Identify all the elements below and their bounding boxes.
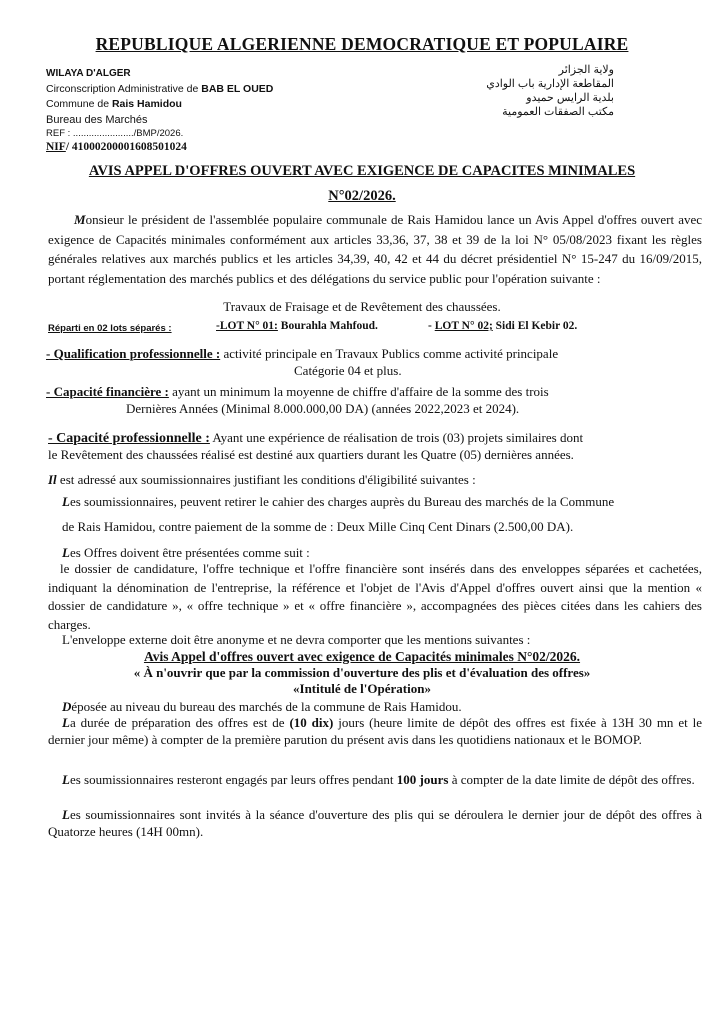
offers-line: Les Offres doivent être présentées comme suit : (62, 545, 310, 560)
operation-title: Travaux de Fraisage et de Revêtement des chaussées. (223, 299, 501, 314)
ref-line: REF : ......................./BMP/2026. (46, 128, 184, 139)
deposit-line: Déposée au niveau du bureau des marchés de la commune de Rais Hamidou. (62, 699, 462, 714)
commune-value: Rais Hamidou (111, 98, 182, 110)
arabic-line: المقاطعة الإدارية باب الوادي (486, 78, 614, 90)
offers-detail: le dossier de candidature, l'offre technique et l'offre financière sont insérés dans des enveloppes séparées et cachetées, indiquant la dénomination de l'entreprise, la référence et l'objet de l'Avis d'Appel d'offres ouvert ainsi que la mention « dossier de candidature », « offre technique » et « offre financière », accompagnées des pièces citées dans les cahiers des charges. (48, 561, 702, 632)
opening-paragraph: Les soumissionnaires sont invités à la séance d'ouverture des plis qui se déroulera le dernier jour de dépôt des offres à Quatorze heures (14H 00mn). (48, 807, 702, 839)
arabic-line: ولاية الجزائر (558, 64, 614, 76)
header-right-arabic (486, 63, 614, 119)
envelope-mention-1: Avis Appel d'offres ouvert avec exigence de Capacités minimales N°02/2026. (143, 649, 581, 664)
eligibility-line: Il est adressé aux soumissionnaires justifiant les conditions d'éligibilité suivantes : (48, 472, 476, 487)
engaged-paragraph: Les soumissionnaires resteront engagés par leurs offres pendant 100 jours à compter de la date limite de dépôt des offres. (62, 772, 695, 787)
financial-detail: Dernières Années (Minimal 8.000.000,00 DA) (années 2022,2023 et 2024). (126, 401, 520, 416)
circonscription-value: BAB EL OUED (201, 82, 274, 95)
nif-line: NIF/ 41000200001608501024 (46, 141, 187, 153)
financial-line: - Capacité financière : ayant un minimum la moyenne de chiffre d'affaire de la somme des trois (46, 384, 549, 399)
professional-line: - Capacité professionnelle : Ayant une expérience de réalisation de trois (03) projets similaires dont (48, 430, 584, 446)
wilaya-label: WILAYA D'ALGER (46, 68, 131, 79)
qualification-category: Catégorie 04 et plus. (294, 363, 402, 378)
qualification-line: - Qualification professionnelle : activité principale en Travaux Publics comme activité principale (46, 346, 559, 361)
notice-title: AVIS APPEL D'OFFRES OUVERT AVEC EXIGENCE DE CAPACITES MINIMALES (88, 163, 636, 179)
lot-2: - LOT N° 02; Sidi El Kebir 02. (428, 320, 578, 332)
intro-paragraph: Monsieur le président de l'assemblée populaire communale de Rais Hamidou lance un Avis Appel d'offres ouvert avec exigence de Capacités minimales conformément aux articles 33,36, 37, 38 et 39 de la loi N° 05/08/2023 fixant les règles générales relatives aux marchés publics et les articles 34,39, 40, 42 et 44 du décret présidentiel N° 15-247 du 16/09/2015, portant réglementation des marchés publics et des délégations du service public pour l'opération suivante : (48, 212, 702, 286)
lot-1: -LOT N° 01: Bourahla Mahfoud. (216, 320, 378, 332)
lots-label: Réparti en 02 lots séparés : (48, 323, 172, 334)
header-left-block (46, 66, 273, 156)
notice-number: N°02/2026. (328, 188, 396, 204)
retrieve-line-2: de Rais Hamidou, contre paiement de la somme de : Deux Mille Cinq Cent Dinars (2.500,00 DA). (62, 519, 574, 534)
document-title: REPUBLIQUE ALGERIENNE DEMOCRATIQUE ET POPULAIRE (95, 34, 629, 54)
envelope-mention-3: «Intitulé de l'Opération» (293, 681, 431, 696)
bureau-label: Bureau des Marchés (46, 113, 148, 126)
arabic-line: بلدية الرايس حميدو (526, 92, 614, 104)
arabic-line: مكتب الصفقات العمومية (502, 106, 614, 118)
commune-line: Commune de Rais Hamidou (46, 98, 182, 110)
circonscription-line: Circonscription Administrative de BAB EL OUED (46, 82, 274, 95)
retrieve-line-1: Les soumissionnaires, peuvent retirer le cahier des charges auprès du Bureau des marchés de la Commune (62, 494, 615, 509)
duration-paragraph: La durée de préparation des offres est de (10 dix) jours (heure limite de dépôt des offres est fixée à 13H 30 mn et le dernier jour même) à compter de la première parution du présent avis dans les quotidiens nationaux et le BOMOP. (48, 715, 703, 747)
envelope-mention-2: « À n'ouvrir que par la commission d'ouverture des plis et d'évaluation des offres» (133, 665, 591, 680)
envelope-line: L'enveloppe externe doit être anonyme et ne devra comporter que les mentions suivantes : (62, 632, 531, 647)
professional-detail: le Revêtement des chaussées réalisé est destiné aux quartiers durant les Quatre (05) dernières années. (48, 447, 574, 462)
